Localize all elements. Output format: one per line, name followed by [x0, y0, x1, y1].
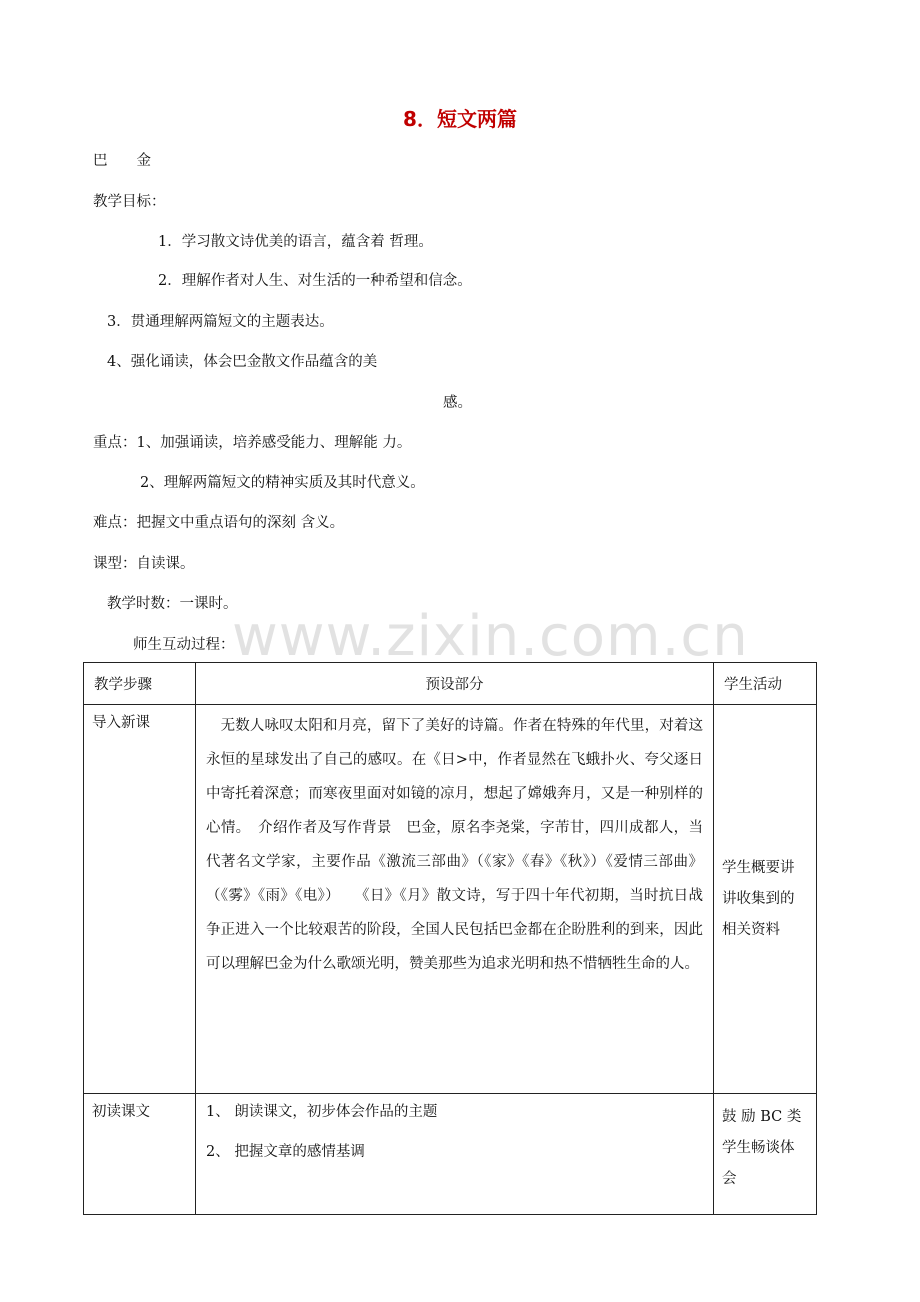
table-row [84, 705, 817, 1094]
objective-item-continuation: 感。 [443, 395, 472, 411]
list-item: 2、 把握文章的感情基调 [206, 1144, 365, 1160]
objective-item: 3．贯通理解两篇短文的主题表达。 [107, 314, 334, 330]
step-cell: 初读课文 [84, 1094, 196, 1215]
difficulty-line: 难点：把握文中重点语句的深刻 含义。 [93, 515, 345, 531]
table-header-row [84, 663, 817, 705]
key-point-line: 重点：1、加强诵读，培养感受能力、理解能 力。 [93, 435, 412, 451]
objective-item: 1．学习散文诗优美的语言，蕴含着 哲理。 [158, 234, 433, 250]
header-activity: 学生活动 [714, 663, 817, 705]
author-line: 巴 金 [93, 153, 151, 169]
content-cell [196, 1094, 714, 1215]
key-point-line: 2、理解两篇短文的精神实质及其时代意义。 [140, 475, 425, 491]
lesson-type-line: 课型：自读课。 [93, 556, 195, 572]
watermark: www.zixin.com.cn [232, 604, 749, 669]
document-title: 8．短文两篇 [403, 107, 517, 131]
activity-cell: 鼓 励 BC 类学生畅谈体会 [714, 1094, 817, 1215]
content-cell: 无数人咏叹太阳和月亮，留下了美好的诗篇。作者在特殊的年代里，对着这永恒的星球发出了自己的感叹。在《日>中，作者显然在飞蛾扑火、夸父逐日中寄托着深意；而寒夜里面对如镜的凉月，想起了嫦娥奔月，又是一种别样的心情。 介绍作者及写作背景 巴金，原名李尧棠，字芾甘，四川成都人，当代著名文学家，主要作品《激流三部曲》（《家》《春》《秋》）《爱情三部曲》（《雾》《雨》《电》） 《日》《月》散文诗，写于四十年代初期，当时抗日战争正进入一个比较艰苦的阶段，全国人民包括巴金都在企盼胜利的到来，因此可以理解巴金为什么歌颂光明，赞美那些为追求光明和热不惜牺牲生命的人。 [196, 705, 714, 1094]
lesson-hours-line: 教学时数：一课时。 [107, 596, 238, 612]
table-row [84, 1094, 817, 1215]
list-item: 1、 朗读课文，初步体会作品的主题 [206, 1104, 438, 1120]
header-preset: 预设部分 [196, 663, 714, 705]
lesson-process-table [83, 662, 817, 1215]
objective-item: 2．理解作者对人生、对生活的一种希望和信念。 [158, 273, 472, 289]
step-cell: 导入新课 [84, 705, 196, 1094]
process-heading: 师生互动过程： [133, 637, 235, 653]
activity-cell: 学生概要讲讲收集到的相关资料 [714, 705, 817, 1094]
objective-item: 4、强化诵读，体会巴金散文作品蕴含的美 [107, 354, 378, 370]
header-step: 教学步骤 [84, 663, 196, 705]
objectives-heading: 教学目标： [93, 194, 166, 210]
